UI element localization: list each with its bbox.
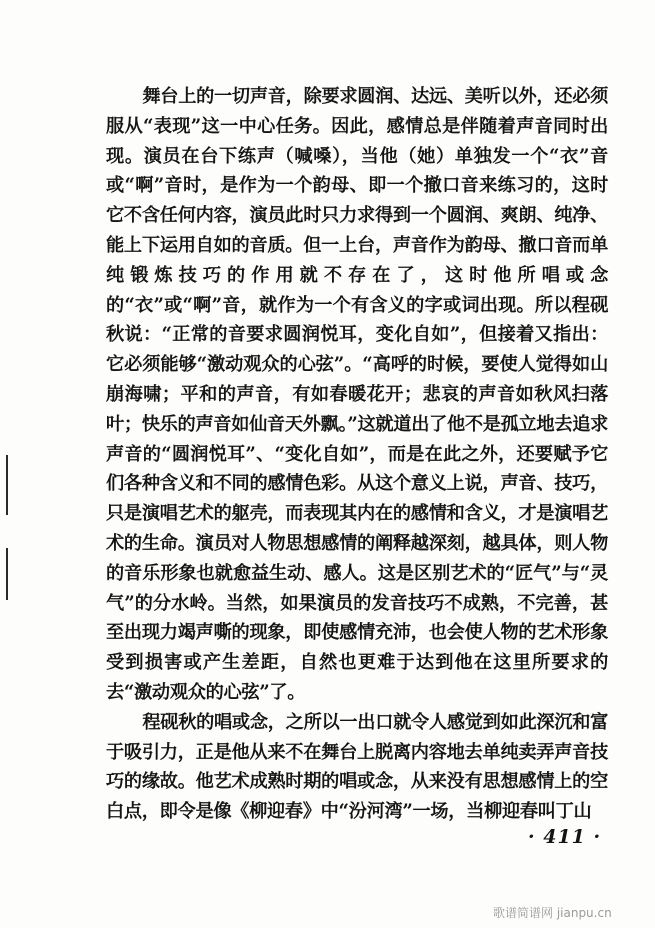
body-text bbox=[106, 82, 608, 827]
page-number: · 411 · bbox=[528, 826, 602, 848]
margin-mark bbox=[6, 548, 8, 600]
margin-mark bbox=[6, 455, 8, 515]
paragraph-1: 舞台上的一切声音，除要求圆润、达远、美听以外，还必须服从“表现”这一中心任务。因此，感情总是伴随着声音同时出现。演员在台下练声（喊嗓），当他（她）单独发一个“衣”音或“啊”音时，是作为一个韵母、即一个撤口音来练习的，这时它不含任何内容，演员此时只力求得到一个圆润、爽朗、纯净、能上下运用自如的音质。但一上台，声音作为韵母、撤口音而单纯锻炼技巧的作用就不存在了，这时他所唱或念的“衣”或“啊”音，就作为一个有含义的字或词出现。所以程砚秋说：“正常的音要求圆润悦耳，变化自如”，但接着又指出：它必须能够“激动观众的心弦”。“高呼的时候，要使人觉得如山崩海啸；平和的声音，有如春暖花开；悲哀的声音如秋风扫落叶；快乐的声音如仙音天外飘。”这就道出了他不是孤立地去追求声音的“圆润悦耳”、“变化自如”，而是在此之外，还要赋予它们各种含义和不同的感情色彩。从这个意义上说，声音、技巧，只是演唱艺术的躯壳，而表现其内在的感情和含义，才是演唱艺术的生命。演员对人物思想感情的阐释越深刻，越具体，则人物的音乐形象也就愈益生动、感人。这是区别艺术的“匠气”与“灵气”的分水岭。当然，如果演员的发音技巧不成熟，不完善，甚至出现力竭声嘶的现象，即使感情充沛，也会使人物的艺术形象受到损害或产生差距，自然也更难于达到他在这里所要求的去“激动观众的心弦”了。 bbox=[106, 86, 608, 703]
paragraph-2: 程砚秋的唱或念，之所以一出口就令人感觉到如此深沉和富于吸引力，正是他从来不在舞台上脱离内容地去单纯卖弄声音技巧的缘故。他艺术成熟时期的唱或念，从来没有思想感情上的空白点，即令是像《柳迎春》中“汾河湾”一场，当柳迎春叫丁山 bbox=[106, 711, 608, 823]
watermark: 歌谱简谱网 jianpu.cn bbox=[493, 906, 612, 920]
